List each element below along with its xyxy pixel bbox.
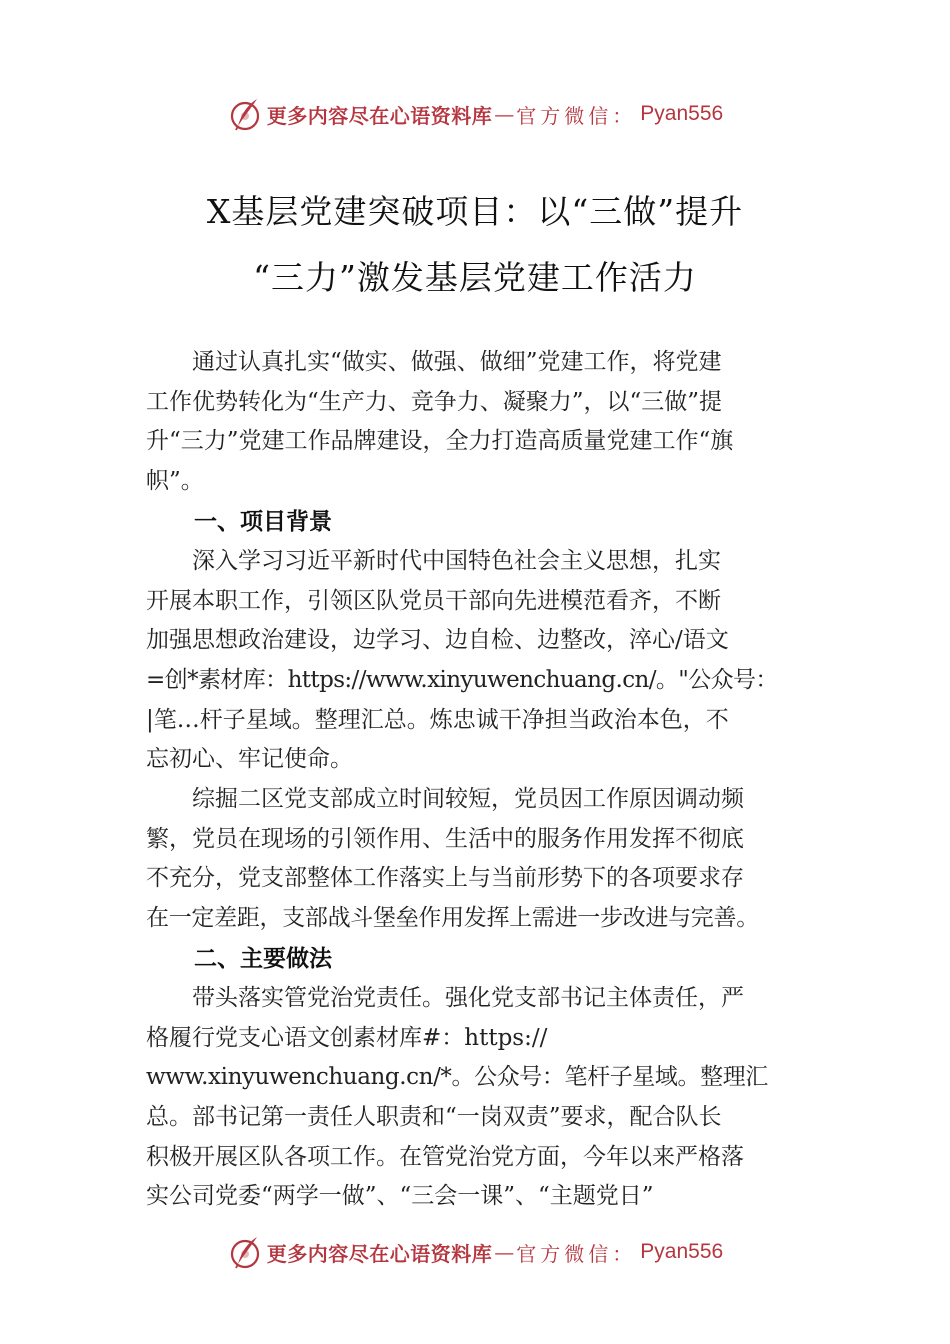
- text-line: 升“三力”党建工作品牌建设，全力打造高质量党建工作“旗: [146, 428, 734, 455]
- text-line: 繁，党员在现场的引领作用、生活中的服务作用发挥不彻底: [146, 825, 744, 852]
- text-line: www.xinyuwenchuang.cn/*。公众号：笔杆子星域。整理汇: [146, 1064, 768, 1091]
- quill-pen-logo-icon: [227, 1234, 263, 1270]
- text-line: 格履行党支心语文创素材库#：https://: [146, 1024, 548, 1051]
- text-line: 积极开展区队各项工作。在管党治党方面，今年以来严格落: [146, 1143, 744, 1170]
- text-line: 不充分，党支部整体工作落实上与当前形势下的各项要求存: [146, 865, 744, 892]
- section-heading-methods: 二、主要做法: [194, 945, 332, 972]
- section-heading-background: 一、项目背景: [194, 508, 332, 535]
- text-line: 深入学习习近平新时代中国特色社会主义思想，扎实: [146, 547, 721, 574]
- background-paragraph-2: [146, 780, 806, 939]
- text-line: 带头落实管党治党责任。强化党支部书记主体责任，严: [146, 984, 744, 1011]
- text-line: |笔…杆子星域。整理汇总。炼忠诚干净担当政治本色，不: [146, 706, 729, 733]
- background-paragraph-1: [146, 542, 806, 780]
- banner-dash: —: [494, 1240, 515, 1264]
- text-line: =创*素材库：https://www.xinyuwenchuang.cn/。"公众号：: [146, 666, 778, 693]
- document-title-line-2: “三力”激发基层党建工作活力: [253, 258, 697, 297]
- text-line: 综掘二区党支部成立时间较短，党员因工作原因调动频: [146, 786, 744, 813]
- document-title-line-1: X基层党建突破项目：以“三做”提升: [206, 192, 744, 231]
- document-body: [146, 343, 806, 1217]
- text-line: 帜”。: [146, 468, 204, 495]
- banner-main-text: 更多内容尽在心语资料库: [266, 103, 493, 128]
- banner-dash: —: [494, 102, 515, 126]
- banner-wechat-id: Pyan556: [640, 1240, 724, 1263]
- banner-wechat-label: 官方微信：: [516, 103, 637, 128]
- text-line: 在一定差距，支部战斗堡垒作用发挥上需进一步改进与完善。: [146, 905, 759, 932]
- text-line: 通过认真扎实“做实、做强、做细”党建工作，将党建: [146, 349, 722, 375]
- banner-wechat-id: Pyan556: [640, 102, 724, 125]
- text-line: 总。部书记第一责任人职责和“一岗双责”要求，配合队长: [146, 1103, 722, 1130]
- intro-paragraph: [146, 343, 806, 502]
- header-banner: [0, 94, 950, 134]
- text-line: 加强思想政治建设，边学习、边自检、边整改，淬心/语文: [146, 627, 729, 654]
- footer-banner: [0, 1232, 950, 1272]
- text-line: 实公司党委“两学一做”、“三会一课”、“主题党日”: [146, 1183, 654, 1210]
- banner-wechat-label: 官方微信：: [516, 1241, 637, 1266]
- methods-paragraph-1: [146, 979, 806, 1217]
- text-line: 工作优势转化为“生产力、竞争力、凝聚力”，以“三做”提: [146, 388, 723, 415]
- text-line: 开展本职工作，引领区队党员干部向先进模范看齐，不断: [146, 587, 721, 614]
- banner-main-text: 更多内容尽在心语资料库: [266, 1241, 493, 1266]
- text-line: 忘初心、牢记使命。: [146, 746, 353, 773]
- quill-pen-logo-icon: [227, 96, 263, 132]
